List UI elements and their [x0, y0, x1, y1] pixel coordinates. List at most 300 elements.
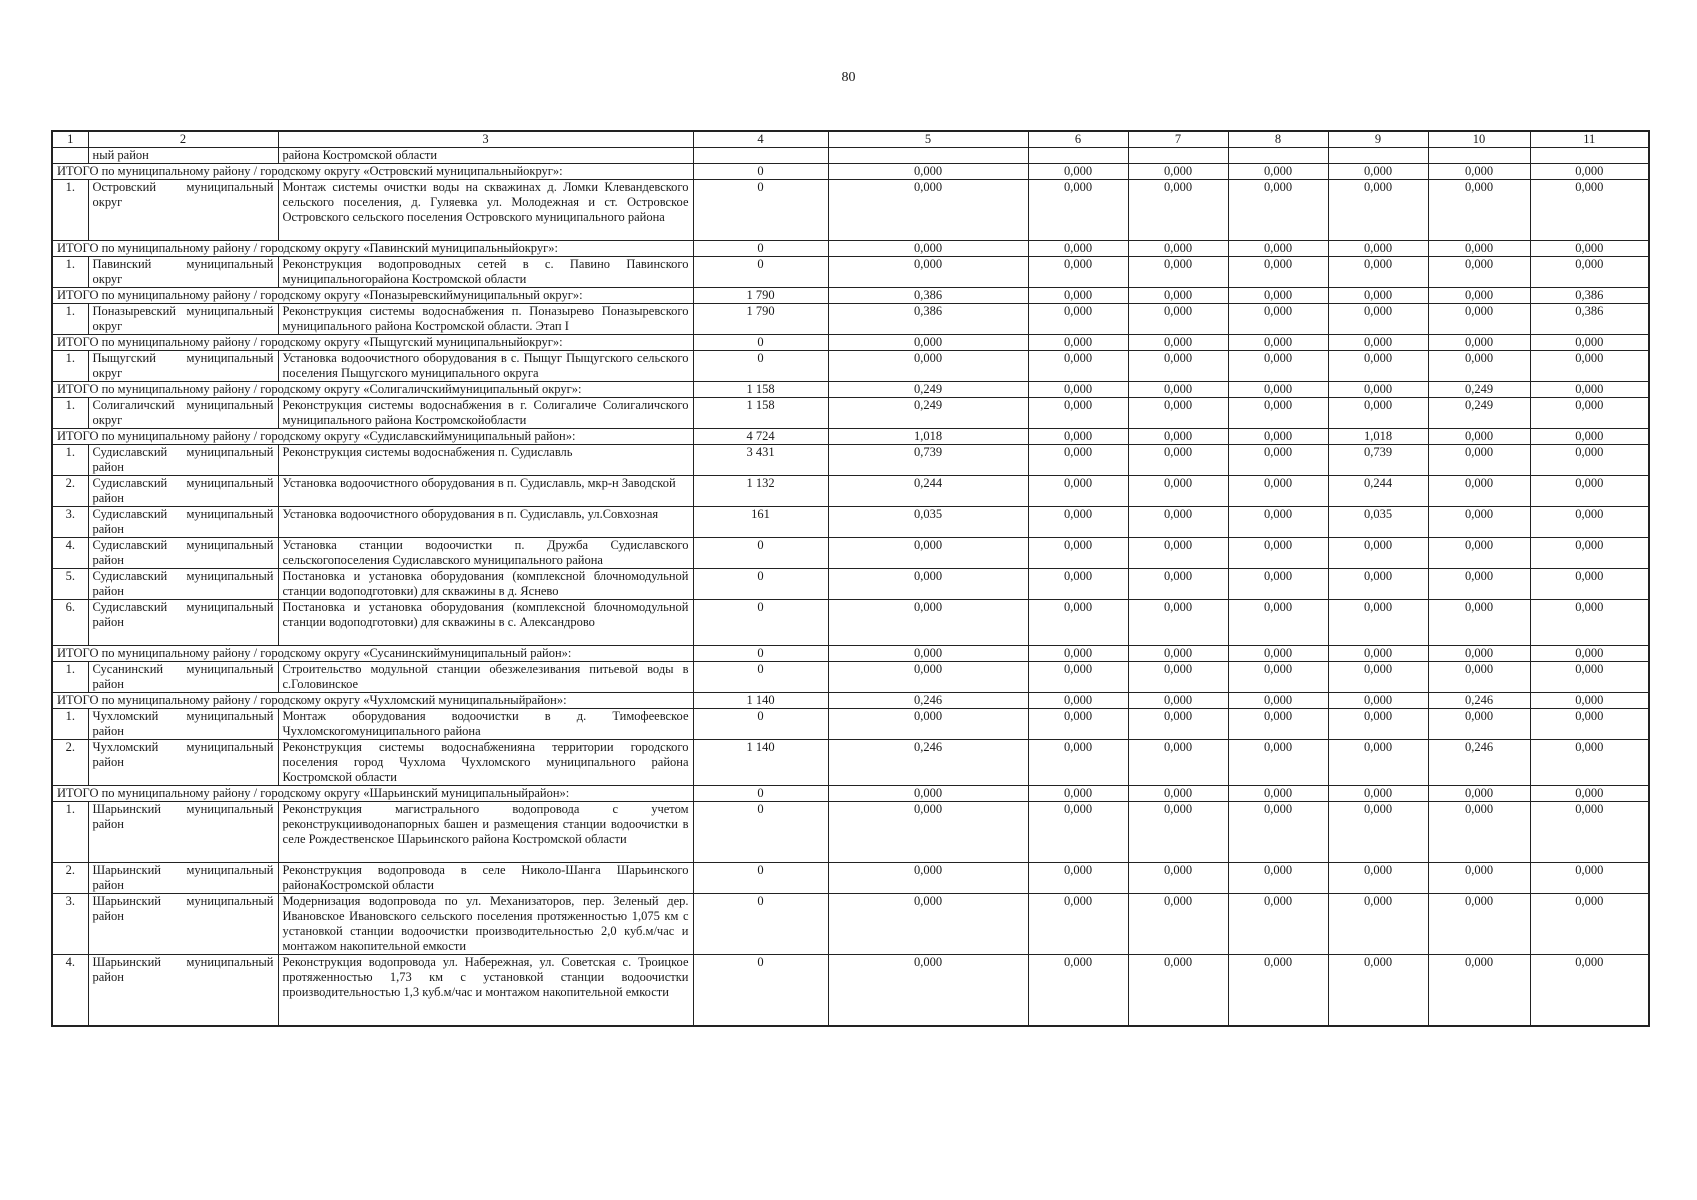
total-label: ИТОГО по муниципальному району / городскому округу «Островский муниципальныйокруг»:: [52, 164, 693, 180]
value-cell: 4 724: [693, 429, 828, 445]
value-cell: 0,000: [1328, 662, 1428, 693]
row-index: 1.: [52, 180, 88, 241]
value-cell: 0,035: [828, 507, 1028, 538]
value-cell: 0,000: [1028, 538, 1128, 569]
value-cell: 0,000: [1028, 398, 1128, 429]
table-row: [52, 304, 1649, 335]
total-row: [52, 164, 1649, 180]
project-cell: Монтаж оборудования водоочистки в д. Тимофеевское Чухломскогомуниципального района: [278, 709, 693, 740]
value-cell: 0,000: [1428, 955, 1530, 1027]
value-cell: 0,000: [1328, 288, 1428, 304]
value-cell: 0,000: [1328, 709, 1428, 740]
value-cell: 0,000: [1128, 476, 1228, 507]
value-cell: 0,000: [1428, 335, 1530, 351]
value-cell: 0,000: [1128, 863, 1228, 894]
value-cell: 0,000: [1128, 288, 1228, 304]
project-cell: Реконструкция системы водоснабжения п. Поназырево Поназыревского муниципального района Костромской области. Этап I: [278, 304, 693, 335]
value-cell: 1 158: [693, 398, 828, 429]
row-index: 1.: [52, 802, 88, 863]
municipality-cell: ный район: [88, 148, 278, 164]
value-cell: 0,000: [1128, 709, 1228, 740]
value-cell: 0,000: [1028, 894, 1128, 955]
investment-table: [51, 130, 1650, 1027]
value-cell: 0,000: [828, 164, 1028, 180]
row-index: 1.: [52, 257, 88, 288]
value-cell: 0,000: [1328, 863, 1428, 894]
value-cell: 0,000: [1428, 257, 1530, 288]
municipality-cell: Шарьинский муниципальный район: [88, 863, 278, 894]
value-cell: 0,000: [1428, 304, 1530, 335]
value-cell: 0,000: [1228, 476, 1328, 507]
value-cell: 0,000: [1028, 569, 1128, 600]
value-cell: 0,000: [1428, 241, 1530, 257]
table-row: [52, 894, 1649, 955]
municipality-cell: Чухломский муниципальный район: [88, 709, 278, 740]
value-cell: 0,000: [1128, 180, 1228, 241]
value-cell: 0,000: [1128, 693, 1228, 709]
value-cell: 0,000: [1228, 180, 1328, 241]
value-cell: 0,000: [1530, 786, 1649, 802]
total-row: [52, 241, 1649, 257]
value-cell: 0,000: [1328, 351, 1428, 382]
table-row: [52, 538, 1649, 569]
value-cell: 0,000: [1328, 538, 1428, 569]
table-row: [52, 351, 1649, 382]
municipality-cell: Поназыревский муниципальный округ: [88, 304, 278, 335]
value-cell: 0,000: [1028, 351, 1128, 382]
column-number: 11: [1530, 131, 1649, 148]
value-cell: 0,000: [1228, 288, 1328, 304]
value-cell: 0,000: [1228, 786, 1328, 802]
value-cell: 0,000: [1530, 646, 1649, 662]
value-cell: [1028, 148, 1128, 164]
value-cell: 0,000: [1530, 538, 1649, 569]
value-cell: 0,249: [1428, 398, 1530, 429]
value-cell: 0,000: [1530, 398, 1649, 429]
page-number: 80: [841, 70, 856, 85]
value-cell: 0,000: [1228, 646, 1328, 662]
value-cell: 1,018: [1328, 429, 1428, 445]
value-cell: 0,000: [1428, 802, 1530, 863]
value-cell: 0: [693, 241, 828, 257]
project-cell: Монтаж системы очистки воды на скважинах д. Ломки Клевандевского сельского поселения, д. Гуляевка ул. Молодежная и ст. Островское Островского сельского поселения Островского муниципального района: [278, 180, 693, 241]
value-cell: 0,000: [1228, 709, 1328, 740]
value-cell: 0,000: [1328, 304, 1428, 335]
value-cell: 0,000: [828, 335, 1028, 351]
value-cell: 0,739: [828, 445, 1028, 476]
value-cell: 0,000: [828, 802, 1028, 863]
row-index: 2.: [52, 476, 88, 507]
value-cell: 0: [693, 164, 828, 180]
project-cell: Установка водоочистного оборудования в п. Судиславль, ул.Совхозная: [278, 507, 693, 538]
row-index: 2.: [52, 863, 88, 894]
value-cell: 0,000: [1530, 257, 1649, 288]
total-label: ИТОГО по муниципальному району / городскому округу «Судиславскиймуниципальный район»:: [52, 429, 693, 445]
total-label: ИТОГО по муниципальному району / городскому округу «Пыщугский муниципальныйокруг»:: [52, 335, 693, 351]
value-cell: 0,000: [1328, 569, 1428, 600]
value-cell: 0,000: [1428, 662, 1530, 693]
value-cell: 0,000: [1328, 646, 1428, 662]
value-cell: 0,000: [1428, 288, 1530, 304]
value-cell: 0,000: [1530, 863, 1649, 894]
value-cell: 0,000: [1530, 662, 1649, 693]
total-row: [52, 646, 1649, 662]
value-cell: 0,000: [1228, 802, 1328, 863]
table-row: [52, 662, 1649, 693]
project-cell: Постановка и установка оборудования (комплексной блочномодульной станции водоподготовки) для скважины в с. Александрово: [278, 600, 693, 646]
value-cell: 0,000: [1028, 445, 1128, 476]
value-cell: 0,000: [1028, 709, 1128, 740]
project-cell: Реконструкция водопроводных сетей в с. Павино Павинского муниципальногорайона Костромской области: [278, 257, 693, 288]
value-cell: 0: [693, 538, 828, 569]
table-row: [52, 709, 1649, 740]
row-index: 4.: [52, 538, 88, 569]
row-index: 3.: [52, 894, 88, 955]
value-cell: 161: [693, 507, 828, 538]
value-cell: 0,000: [1128, 894, 1228, 955]
value-cell: 0,000: [1530, 351, 1649, 382]
value-cell: 0,000: [1228, 863, 1328, 894]
value-cell: 0,000: [1228, 241, 1328, 257]
value-cell: 0: [693, 180, 828, 241]
column-number: 9: [1328, 131, 1428, 148]
value-cell: 0,000: [1428, 351, 1530, 382]
value-cell: 0,000: [828, 863, 1028, 894]
table-row: [52, 476, 1649, 507]
value-cell: 0,000: [1328, 180, 1428, 241]
column-number-row: [52, 131, 1649, 148]
value-cell: 0: [693, 894, 828, 955]
value-cell: 0,000: [828, 600, 1028, 646]
value-cell: 0,000: [1328, 257, 1428, 288]
value-cell: 0,000: [1428, 709, 1530, 740]
value-cell: 0,386: [828, 304, 1028, 335]
value-cell: 0,000: [1328, 382, 1428, 398]
value-cell: 0: [693, 600, 828, 646]
table-row: [52, 180, 1649, 241]
project-cell: Строительство модульной станции обезжелезивания питьевой воды в с.Головинское: [278, 662, 693, 693]
municipality-cell: Судиславский муниципальный район: [88, 538, 278, 569]
value-cell: 0,035: [1328, 507, 1428, 538]
value-cell: 0: [693, 569, 828, 600]
value-cell: 0,000: [1228, 351, 1328, 382]
value-cell: 0,249: [828, 398, 1028, 429]
total-label: ИТОГО по муниципальному району / городскому округу «Солигаличскиймуниципальный округ»:: [52, 382, 693, 398]
value-cell: 0,000: [1128, 786, 1228, 802]
column-number: 2: [88, 131, 278, 148]
value-cell: 1 140: [693, 693, 828, 709]
value-cell: 0,000: [1228, 304, 1328, 335]
value-cell: 0,000: [1128, 802, 1228, 863]
value-cell: 0,000: [1128, 646, 1228, 662]
value-cell: 0,000: [1128, 445, 1228, 476]
value-cell: 0,000: [1328, 740, 1428, 786]
value-cell: 0,000: [1128, 740, 1228, 786]
table-row: [52, 863, 1649, 894]
municipality-cell: Солигаличский муниципальный округ: [88, 398, 278, 429]
column-number: 5: [828, 131, 1028, 148]
value-cell: 0,246: [1428, 693, 1530, 709]
value-cell: 0,000: [1028, 802, 1128, 863]
municipality-cell: Островский муниципальный округ: [88, 180, 278, 241]
row-index: 3.: [52, 507, 88, 538]
value-cell: 0,000: [1530, 476, 1649, 507]
value-cell: 0,000: [828, 257, 1028, 288]
value-cell: 0,000: [1228, 955, 1328, 1027]
value-cell: 0,000: [1228, 693, 1328, 709]
project-cell: Установка станции водоочистки п. Дружба Судиславского сельскогопоселения Судиславского муниципального района: [278, 538, 693, 569]
value-cell: 0,000: [1328, 693, 1428, 709]
total-row: [52, 429, 1649, 445]
value-cell: 0,000: [1028, 382, 1128, 398]
value-cell: 0,000: [828, 538, 1028, 569]
value-cell: 0: [693, 646, 828, 662]
value-cell: [1128, 148, 1228, 164]
value-cell: 0,000: [1428, 863, 1530, 894]
value-cell: 0,000: [1328, 802, 1428, 863]
row-index: 1.: [52, 304, 88, 335]
table-row: [52, 600, 1649, 646]
value-cell: 0,000: [1428, 180, 1530, 241]
value-cell: 0,000: [1228, 600, 1328, 646]
value-cell: 0,000: [1530, 429, 1649, 445]
value-cell: 0,000: [1328, 398, 1428, 429]
value-cell: 0,000: [1228, 335, 1328, 351]
table-row: [52, 802, 1649, 863]
municipality-cell: Шарьинский муниципальный район: [88, 802, 278, 863]
row-index: [52, 148, 88, 164]
value-cell: 0,000: [828, 786, 1028, 802]
value-cell: 0,000: [1428, 445, 1530, 476]
value-cell: 0,000: [828, 646, 1028, 662]
value-cell: 0,000: [1328, 894, 1428, 955]
value-cell: 0,386: [1530, 304, 1649, 335]
value-cell: 0,246: [828, 693, 1028, 709]
municipality-cell: Судиславский муниципальный район: [88, 569, 278, 600]
value-cell: 0,000: [1128, 429, 1228, 445]
value-cell: 0,000: [1028, 241, 1128, 257]
value-cell: 0,000: [1128, 164, 1228, 180]
value-cell: 0: [693, 802, 828, 863]
value-cell: 0,000: [1028, 786, 1128, 802]
column-number: 4: [693, 131, 828, 148]
value-cell: 0,000: [1530, 180, 1649, 241]
value-cell: 0,000: [1530, 740, 1649, 786]
value-cell: 0,000: [1228, 257, 1328, 288]
value-cell: 0,000: [828, 709, 1028, 740]
value-cell: 0,000: [1228, 740, 1328, 786]
value-cell: 0: [693, 955, 828, 1027]
project-cell: Реконструкция магистрального водопровода с учетом реконструкцииводонапорных башен и размещения станции водоочистки в селе Рождественское Шарьинского района Костромской области: [278, 802, 693, 863]
value-cell: 0,000: [1128, 398, 1228, 429]
column-number: 3: [278, 131, 693, 148]
project-cell: Реконструкция системы водоснабжения в г. Солигаличе Солигаличского муниципального района Костромскойобласти: [278, 398, 693, 429]
value-cell: [828, 148, 1028, 164]
value-cell: 0,000: [1328, 600, 1428, 646]
row-index: 1.: [52, 709, 88, 740]
value-cell: 0,000: [1228, 662, 1328, 693]
value-cell: 0,000: [828, 569, 1028, 600]
value-cell: 1 790: [693, 304, 828, 335]
value-cell: 0,000: [1428, 164, 1530, 180]
value-cell: 0,000: [1530, 600, 1649, 646]
value-cell: 0,000: [1428, 569, 1530, 600]
row-index: 2.: [52, 740, 88, 786]
project-cell: Реконструкция водопровода ул. Набережная, ул. Советская с. Троицкое протяженностью 1,73 км с установкой станции водоочистки производительностью 1,3 куб.м/час и монтажом накопительной емкости: [278, 955, 693, 1027]
value-cell: [1530, 148, 1649, 164]
project-cell: Установка водоочистного оборудования в с. Пыщуг Пыщугского сельского поселения Пыщугского муниципального округа: [278, 351, 693, 382]
value-cell: 0,000: [1428, 600, 1530, 646]
value-cell: 0,000: [1328, 786, 1428, 802]
value-cell: 0,000: [1530, 382, 1649, 398]
value-cell: 0,000: [1530, 335, 1649, 351]
value-cell: 0,739: [1328, 445, 1428, 476]
value-cell: 0,000: [1328, 335, 1428, 351]
value-cell: 0,000: [1028, 257, 1128, 288]
table-row: [52, 445, 1649, 476]
row-index: 4.: [52, 955, 88, 1027]
value-cell: 0,000: [1228, 164, 1328, 180]
value-cell: 0,000: [1128, 507, 1228, 538]
table-row: [52, 507, 1649, 538]
row-index: 1.: [52, 351, 88, 382]
value-cell: 1 132: [693, 476, 828, 507]
project-cell: Реконструкция системы водоснабжения п. Судиславль: [278, 445, 693, 476]
value-cell: 0,000: [1028, 288, 1128, 304]
value-cell: [1328, 148, 1428, 164]
total-row: [52, 786, 1649, 802]
project-cell: Постановка и установка оборудования (комплексной блочномодульной станции водоподготовки) для скважины в д. Яснево: [278, 569, 693, 600]
total-row: [52, 693, 1649, 709]
value-cell: 0,000: [1128, 955, 1228, 1027]
column-number: 10: [1428, 131, 1530, 148]
value-cell: 0,000: [1428, 429, 1530, 445]
value-cell: 0,000: [1228, 382, 1328, 398]
table-row: [52, 740, 1649, 786]
row-index: 1.: [52, 445, 88, 476]
value-cell: 0,000: [1530, 569, 1649, 600]
value-cell: 0,000: [1028, 863, 1128, 894]
value-cell: 0,000: [1530, 241, 1649, 257]
value-cell: 0,000: [1128, 662, 1228, 693]
table-row: [52, 398, 1649, 429]
value-cell: 0,000: [1128, 382, 1228, 398]
value-cell: 0,000: [1028, 507, 1128, 538]
project-cell: Установка водоочистного оборудования в п. Судиславль, мкр-н Заводской: [278, 476, 693, 507]
value-cell: 0,246: [828, 740, 1028, 786]
table-row: [52, 148, 1649, 164]
total-row: [52, 382, 1649, 398]
column-number: 7: [1128, 131, 1228, 148]
total-label: ИТОГО по муниципальному району / городскому округу «Шарьинский муниципальныйрайон»:: [52, 786, 693, 802]
value-cell: 0,000: [1530, 894, 1649, 955]
row-index: 5.: [52, 569, 88, 600]
value-cell: 1,018: [828, 429, 1028, 445]
municipality-cell: Павинский муниципальный округ: [88, 257, 278, 288]
value-cell: 1 790: [693, 288, 828, 304]
value-cell: 0: [693, 335, 828, 351]
value-cell: 0,000: [1530, 709, 1649, 740]
value-cell: 0,000: [1328, 241, 1428, 257]
value-cell: 0,249: [828, 382, 1028, 398]
municipality-cell: Судиславский муниципальный район: [88, 476, 278, 507]
value-cell: 0,000: [1128, 257, 1228, 288]
value-cell: 0,000: [1228, 507, 1328, 538]
value-cell: 0: [693, 257, 828, 288]
row-index: 1.: [52, 398, 88, 429]
value-cell: 0,000: [1028, 476, 1128, 507]
value-cell: 0,000: [1228, 569, 1328, 600]
value-cell: 0,000: [828, 955, 1028, 1027]
value-cell: 0,000: [1328, 164, 1428, 180]
value-cell: 0,000: [1428, 538, 1530, 569]
value-cell: 0,249: [1428, 382, 1530, 398]
total-label: ИТОГО по муниципальному району / городскому округу «Чухломский муниципальныйрайон»:: [52, 693, 693, 709]
table-body: [52, 148, 1649, 1027]
value-cell: 0,244: [1328, 476, 1428, 507]
value-cell: 0: [693, 351, 828, 382]
total-label: ИТОГО по муниципальному району / городскому округу «Поназыревскиймуниципальный округ»:: [52, 288, 693, 304]
value-cell: 0: [693, 786, 828, 802]
municipality-cell: Судиславский муниципальный район: [88, 600, 278, 646]
value-cell: 0,000: [1128, 600, 1228, 646]
project-cell: Реконструкция водопровода в селе Николо-Шанга Шарьинского районаКостромской области: [278, 863, 693, 894]
value-cell: 0,000: [1530, 164, 1649, 180]
value-cell: 0,000: [1128, 241, 1228, 257]
municipality-cell: Пыщугский муниципальный округ: [88, 351, 278, 382]
project-cell: района Костромской области: [278, 148, 693, 164]
total-row: [52, 288, 1649, 304]
municipality-cell: Сусанинский муниципальный район: [88, 662, 278, 693]
value-cell: 0,000: [1128, 304, 1228, 335]
value-cell: 0,000: [1028, 740, 1128, 786]
value-cell: 0,000: [1128, 538, 1228, 569]
value-cell: 0: [693, 863, 828, 894]
project-cell: Модернизация водопровода по ул. Механизаторов, пер. Зеленый дер. Ивановское Ивановского сельского поселения протяженностью 1,075 км с установкой станции водоочистки производительностью 2,0 куб.м/час и монтажом накопительной емкости: [278, 894, 693, 955]
row-index: 6.: [52, 600, 88, 646]
value-cell: 0: [693, 709, 828, 740]
value-cell: 0,000: [1228, 445, 1328, 476]
value-cell: 0,000: [1328, 955, 1428, 1027]
value-cell: 0,000: [1428, 786, 1530, 802]
value-cell: 0,000: [828, 351, 1028, 382]
value-cell: 0,000: [1028, 693, 1128, 709]
value-cell: 0: [693, 662, 828, 693]
value-cell: [1228, 148, 1328, 164]
value-cell: 0,000: [1028, 955, 1128, 1027]
value-cell: 0,000: [1028, 335, 1128, 351]
municipality-cell: Чухломский муниципальный район: [88, 740, 278, 786]
value-cell: 1 140: [693, 740, 828, 786]
value-cell: 0,000: [1028, 662, 1128, 693]
value-cell: 0,000: [1028, 304, 1128, 335]
table-row: [52, 955, 1649, 1027]
value-cell: 0,000: [1428, 476, 1530, 507]
column-number: 8: [1228, 131, 1328, 148]
total-label: ИТОГО по муниципальному району / городскому округу «Павинский муниципальныйокруг»:: [52, 241, 693, 257]
value-cell: 1 158: [693, 382, 828, 398]
value-cell: 0,246: [1428, 740, 1530, 786]
value-cell: 0,000: [1128, 351, 1228, 382]
value-cell: 0,000: [1530, 955, 1649, 1027]
value-cell: 0,000: [1228, 429, 1328, 445]
value-cell: 0,000: [1428, 894, 1530, 955]
value-cell: 3 431: [693, 445, 828, 476]
municipality-cell: Судиславский муниципальный район: [88, 507, 278, 538]
column-number: 6: [1028, 131, 1128, 148]
value-cell: 0,000: [1530, 802, 1649, 863]
value-cell: 0,000: [828, 241, 1028, 257]
